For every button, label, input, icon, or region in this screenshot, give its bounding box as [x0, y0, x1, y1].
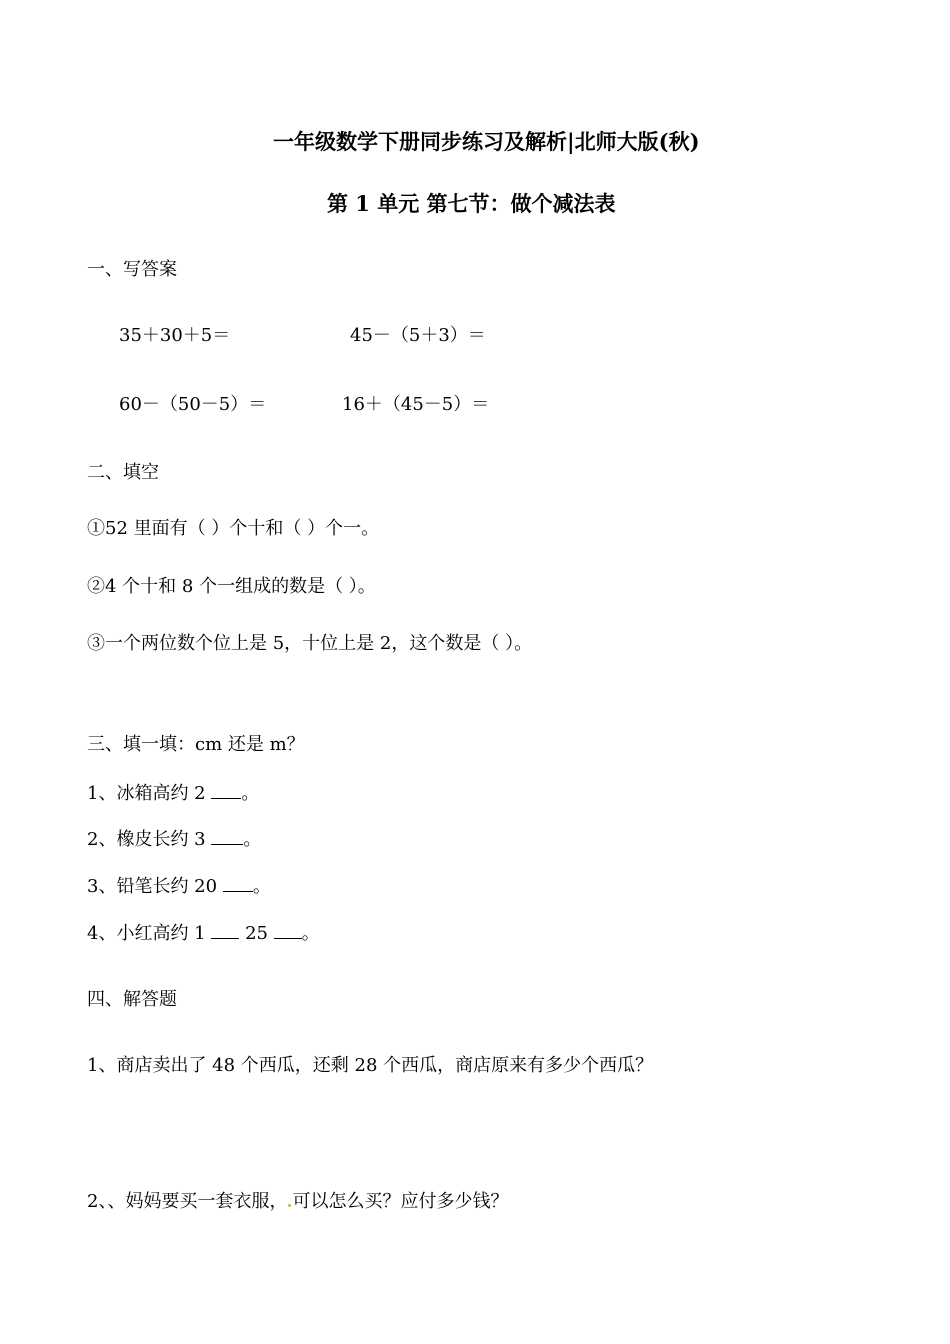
question-text: 25 — [239, 923, 274, 944]
section-2-question-3: ③一个两位数个位上是 5，十位上是 2，这个数是（ ）。 — [87, 633, 533, 654]
page-title: 一年级数学下册同步练习及解析|北师大版(秋) — [273, 129, 700, 154]
question-text: 。 — [243, 829, 262, 850]
section-3-heading: 三、填一填：cm 还是 m？ — [87, 734, 305, 755]
answer-blank[interactable] — [211, 780, 241, 799]
question-text: 2、橡皮长约 3 — [87, 829, 212, 850]
section-1-question-4: 16＋（45－5）＝ — [342, 394, 490, 415]
page-subtitle: 第 1 单元 第七节：做个减法表 — [327, 191, 616, 216]
question-text: 可以怎么买？应付多少钱？ — [292, 1191, 509, 1212]
section-3-question-2 — [87, 826, 261, 852]
answer-blank[interactable] — [211, 826, 243, 845]
question-text: 。 — [301, 923, 320, 944]
section-2-question-1: ①52 里面有（ ）个十和（ ）个一。 — [87, 518, 380, 539]
question-text: 1、冰箱高约 2 — [87, 783, 212, 804]
section-1-question-2: 45－（5＋3）＝ — [350, 325, 486, 346]
section-2-question-2: ②4 个十和 8 个一组成的数是（ ）。 — [87, 576, 376, 597]
question-text: 。 — [252, 876, 271, 897]
section-1-question-1: 35＋30＋5＝ — [119, 325, 231, 346]
section-4-heading: 四、解答题 — [87, 989, 177, 1010]
section-4-question-2 — [87, 1190, 508, 1214]
question-text: 3、铅笔长约 20 — [87, 876, 223, 897]
section-2-heading: 二、填空 — [87, 462, 159, 483]
section-3-question-3 — [87, 873, 271, 899]
section-3-question-4 — [87, 920, 320, 946]
answer-blank[interactable] — [211, 920, 239, 939]
question-text: 2、、妈妈要买一套衣服， — [87, 1191, 288, 1212]
answer-blank[interactable] — [274, 920, 302, 939]
section-4-question-1: 1、商店卖出了 48 个西瓜，还剩 28 个西瓜，商店原来有多少个西瓜？ — [87, 1055, 654, 1076]
question-text: 4、小红高约 1 — [87, 923, 212, 944]
question-text: 。 — [241, 783, 260, 804]
stray-mark — [288, 1204, 291, 1207]
answer-blank[interactable] — [223, 873, 253, 892]
section-1-heading: 一、写答案 — [87, 259, 177, 280]
section-1-question-3: 60－（50－5）＝ — [119, 394, 267, 415]
section-3-question-1 — [87, 780, 259, 806]
